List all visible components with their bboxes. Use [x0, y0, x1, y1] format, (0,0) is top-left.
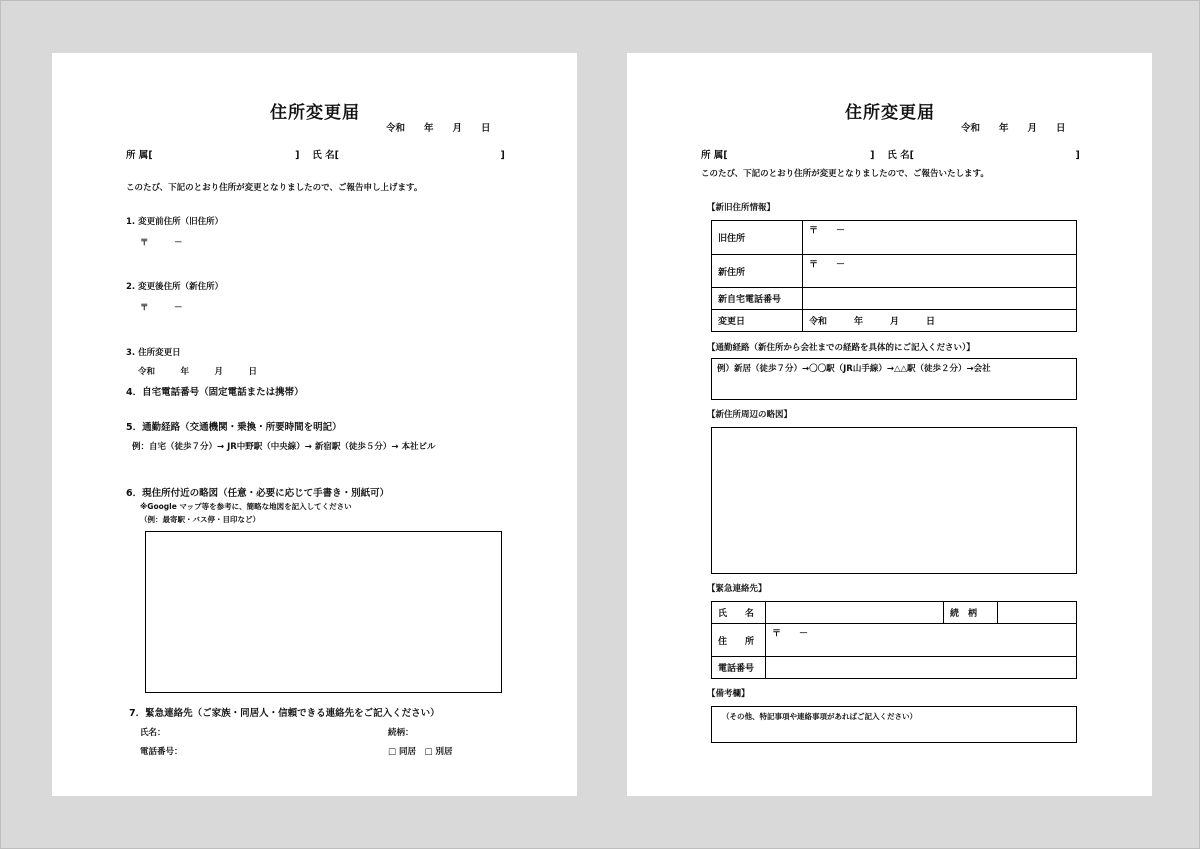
old-address-label: 旧住所 — [712, 221, 803, 255]
section-6-note-1: ※Google マップ等を参考に、簡略な地図を記入してください — [140, 502, 352, 511]
remarks-section-heading: 【備考欄】 — [707, 689, 750, 699]
map-drawing-box[interactable] — [711, 427, 1077, 574]
section-5-example: 例：自宅（徒歩７分）→ JR中野駅（中央線）→ 新宿駅（徒歩５分）→ 本社ビル — [132, 442, 436, 452]
section-4-heading: 4．自宅電話番号（固定電話または携帯） — [126, 387, 304, 398]
form-page-1 — [52, 53, 577, 796]
emergency-phone-field[interactable] — [766, 657, 1077, 679]
section-1-heading: 1. 変更前住所（旧住所） — [126, 217, 224, 227]
emergency-relation-field[interactable] — [998, 602, 1077, 624]
emergency-name-label: 氏 名 — [712, 602, 766, 624]
section-6-heading: 6．現住所付近の略図（任意・必要に応じて手書き・別紙可） — [126, 488, 390, 499]
commute-route-box[interactable] — [711, 358, 1077, 400]
emergency-address-label: 住 所 — [712, 624, 766, 657]
emergency-name-field[interactable] — [766, 602, 944, 624]
new-phone-label: 新自宅電話番号 — [712, 288, 803, 310]
new-phone-field[interactable] — [803, 288, 1077, 310]
section-6-note-2: （例：最寄駅・バス停・目印など） — [140, 515, 260, 524]
commute-example: 例）新居（徒歩７分）→〇〇駅（JR山手線）→△△駅（徒歩２分）→会社 — [717, 364, 991, 374]
old-address-field[interactable]: 〒 － — [803, 221, 1077, 255]
remarks-note: （その他、特記事項や連絡事項があればご記入ください） — [722, 712, 917, 721]
emergency-contact-table — [711, 601, 1077, 679]
change-date-label: 変更日 — [712, 310, 803, 332]
intro-text: このたび、下記のとおり住所が変更となりましたので、ご報告いたします。 — [701, 169, 989, 179]
section-2-heading: 2. 変更後住所（新住所） — [126, 282, 224, 292]
page-title: 住所変更届 — [845, 103, 935, 123]
emergency-phone-label: 電話番号： — [140, 747, 183, 757]
section-7-heading: 7．緊急連絡先（ご家族・同居人・信頼できる連絡先をご記入ください） — [129, 708, 440, 719]
map-section-heading: 【新住所周辺の略図】 — [707, 410, 793, 420]
emergency-phone-label: 電話番号 — [712, 657, 766, 679]
map-drawing-box[interactable] — [145, 531, 502, 693]
form-page-2 — [627, 53, 1152, 796]
emergency-section-heading: 【緊急連絡先】 — [707, 584, 767, 594]
change-date-field[interactable]: 令和 年 月 日 — [803, 310, 1077, 332]
emergency-relation-label: 続 柄 — [944, 602, 998, 624]
date-line: 令和 年 月 日 — [386, 123, 491, 134]
address-section-heading: 【新旧住所情報】 — [707, 203, 776, 213]
emergency-name-label: 氏名： — [140, 728, 166, 738]
section-1-postal[interactable]: 〒 － — [140, 238, 183, 248]
address-table — [711, 220, 1077, 332]
page-title: 住所変更届 — [270, 103, 360, 123]
section-2-postal[interactable]: 〒 － — [140, 303, 183, 313]
intro-text: このたび、下記のとおり住所が変更となりましたので、ご報告申し上げます。 — [126, 183, 423, 193]
section-5-heading: 5．通勤経路（交通機関・乗換・所要時間を明記） — [126, 422, 342, 433]
emergency-address-field[interactable]: 〒 － — [766, 624, 1077, 657]
living-checkboxes[interactable]: □ 同居 □ 別居 — [388, 747, 453, 757]
affiliation-name-line: 所 属[ ] 氏 名[ ] — [126, 150, 505, 161]
section-3-date[interactable]: 令和 年 月 日 — [138, 367, 258, 377]
emergency-relation-label: 続柄： — [388, 728, 414, 738]
remarks-box[interactable] — [711, 706, 1077, 743]
date-line: 令和 年 月 日 — [961, 123, 1066, 134]
new-address-label: 新住所 — [712, 255, 803, 288]
commute-section-heading: 【通勤経路（新住所から会社までの経路を具体的にご記入ください）】 — [707, 343, 975, 353]
section-3-heading: 3. 住所変更日 — [126, 348, 181, 358]
affiliation-name-line: 所 属[ ] 氏 名[ ] — [701, 150, 1080, 161]
new-address-field[interactable]: 〒 － — [803, 255, 1077, 288]
